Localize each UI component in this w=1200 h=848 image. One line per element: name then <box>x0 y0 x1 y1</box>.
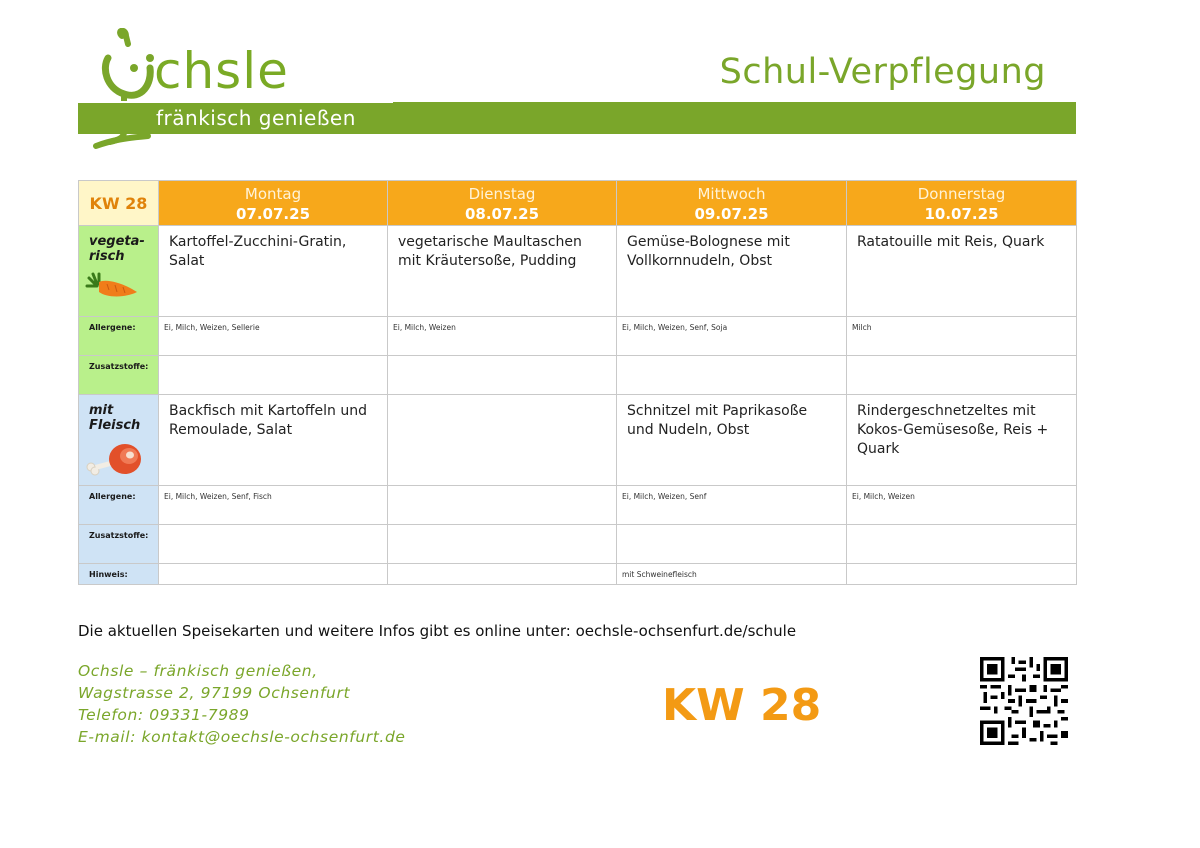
meal-cell <box>159 226 388 317</box>
hint-text <box>159 564 387 570</box>
additive-text <box>847 356 1076 362</box>
additive-text <box>388 525 616 531</box>
meal-cell <box>847 226 1077 317</box>
contact-email: E-mail: kontakt@oechsle-ochsenfurt.de <box>78 728 406 746</box>
allergen-cell <box>847 486 1077 525</box>
vegetarian-allergens-row <box>79 317 1077 356</box>
contact-block <box>78 660 406 748</box>
ham-icon <box>85 439 145 477</box>
day-name: Mittwoch <box>697 185 766 203</box>
additive-cell <box>388 525 617 564</box>
additives-label: Zusatzstoffe: <box>89 362 149 371</box>
additive-cell <box>617 525 847 564</box>
additive-text <box>159 525 387 531</box>
page-title: Schul-Verpflegung <box>719 52 1046 92</box>
meal-text: Backfisch mit Kartoffeln und Remoulade, Salat <box>169 403 368 438</box>
allergens-label-cell <box>79 317 159 356</box>
day-header-tuesday <box>388 181 617 226</box>
allergen-text: Ei, Milch, Weizen <box>393 323 456 332</box>
meal-cell <box>617 226 847 317</box>
meal-cell <box>159 395 388 486</box>
meal-cell <box>388 395 617 486</box>
allergens-label-cell <box>79 486 159 525</box>
allergen-cell <box>847 317 1077 356</box>
hint-text <box>847 564 1076 570</box>
contact-phone: Telefon: 09331-7989 <box>78 706 250 724</box>
meat-additives-row <box>79 525 1077 564</box>
allergens-label: Allergene: <box>89 492 136 501</box>
allergen-text: Ei, Milch, Weizen <box>852 492 915 501</box>
menu-table <box>78 180 1077 585</box>
additive-text <box>388 356 616 362</box>
additive-cell <box>159 356 388 395</box>
day-date: 08.07.25 <box>464 205 540 223</box>
day-header-thursday <box>847 181 1077 226</box>
allergen-cell <box>617 486 847 525</box>
meal-text <box>388 395 616 402</box>
carrot-icon <box>85 270 141 304</box>
meat-meal-row <box>79 395 1077 486</box>
allergen-cell <box>617 317 847 356</box>
day-header-wednesday <box>617 181 847 226</box>
meal-text: Gemüse-Bolognese mit Vollkornnudeln, Obst <box>627 234 790 269</box>
hint-cell <box>617 564 847 585</box>
footer-week-label: KW 28 <box>662 680 822 731</box>
hint-text <box>388 564 616 570</box>
meal-cell <box>847 395 1077 486</box>
day-name: Montag <box>244 185 302 203</box>
vegetarian-meal-row <box>79 226 1077 317</box>
meal-text: vegetarische Maultaschen mit Kräutersoße, Pudding <box>398 234 582 269</box>
additive-cell <box>847 525 1077 564</box>
day-name: Dienstag <box>468 185 536 203</box>
additive-text <box>617 356 846 362</box>
vegetarian-additives-row <box>79 356 1077 395</box>
allergen-text: Ei, Milch, Weizen, Senf, Fisch <box>164 492 272 501</box>
allergen-text: Ei, Milch, Weizen, Senf, Soja <box>622 323 728 332</box>
allergen-cell <box>159 486 388 525</box>
additive-cell <box>159 525 388 564</box>
additive-text <box>617 525 846 531</box>
meal-text: Rindergeschnetzeltes mit Kokos-Gemüsesoße, Reis + Quark <box>857 403 1049 457</box>
hint-row <box>79 564 1077 585</box>
additive-cell <box>388 356 617 395</box>
hint-cell <box>159 564 388 585</box>
allergen-cell <box>388 486 617 525</box>
additives-label-cell <box>79 525 159 564</box>
contact-name: Ochsle – fränkisch genießen, <box>78 662 318 680</box>
hint-label: Hinweis: <box>89 570 128 579</box>
additive-text <box>847 525 1076 531</box>
logo <box>88 28 408 153</box>
hint-cell <box>388 564 617 585</box>
qr-code-icon[interactable] <box>977 657 1071 745</box>
additive-text <box>159 356 387 362</box>
meat-allergens-row <box>79 486 1077 525</box>
hint-cell <box>847 564 1077 585</box>
allergen-text: Ei, Milch, Weizen, Senf <box>622 492 707 501</box>
brand-name: chsle <box>154 42 289 100</box>
meat-category <box>79 395 159 486</box>
online-info-text: Die aktuellen Speisekarten und weitere Infos gibt es online unter: oechsle-ochsenfurt.de/schule <box>78 622 797 640</box>
allergens-label: Allergene: <box>89 323 136 332</box>
allergen-text <box>388 486 616 492</box>
contact-address: Wagstrasse 2, 97199 Ochsenfurt <box>78 684 351 702</box>
vegetarian-label: vegeta- risch <box>89 234 145 264</box>
meal-text: Ratatouille mit Reis, Quark <box>857 234 1045 250</box>
week-label: KW 28 <box>79 181 159 226</box>
meal-text: Kartoffel-Zucchini-Gratin, Salat <box>169 234 347 269</box>
meat-label: mit Fleisch <box>89 403 141 433</box>
meal-text: Schnitzel mit Paprikasoße und Nudeln, Obst <box>627 403 808 438</box>
day-date: 10.07.25 <box>924 205 999 223</box>
meal-cell <box>617 395 847 486</box>
day-header-row <box>79 181 1077 226</box>
allergen-text: Milch <box>852 323 872 332</box>
meal-cell <box>388 226 617 317</box>
vegetarian-category <box>79 226 159 317</box>
day-date: 07.07.25 <box>235 205 311 223</box>
additive-cell <box>847 356 1077 395</box>
hint-label-cell <box>79 564 159 585</box>
day-header-monday <box>159 181 388 226</box>
hint-text: mit Schweinefleisch <box>622 570 697 579</box>
allergen-cell <box>159 317 388 356</box>
header-bar-line <box>78 101 393 103</box>
allergen-cell <box>388 317 617 356</box>
day-name: Donnerstag <box>917 185 1006 203</box>
additives-label-cell <box>79 356 159 395</box>
allergen-text: Ei, Milch, Weizen, Sellerie <box>164 323 260 332</box>
brand-tagline: fränkisch genießen <box>156 106 356 130</box>
additive-cell <box>617 356 847 395</box>
additives-label: Zusatzstoffe: <box>89 531 149 540</box>
day-date: 09.07.25 <box>694 205 769 223</box>
